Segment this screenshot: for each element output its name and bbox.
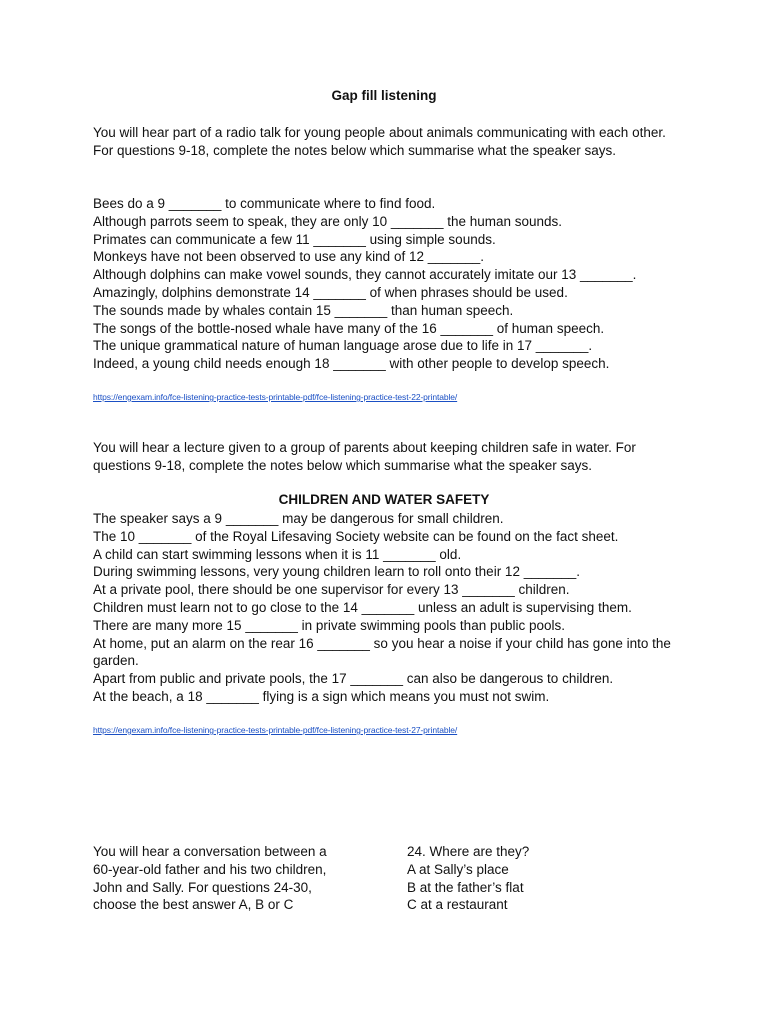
gap-line: Bees do a 9 _______ to communicate where to find food. <box>93 196 436 211</box>
section2-heading: CHILDREN AND WATER SAFETY <box>278 492 490 507</box>
section2-lines <box>93 510 678 706</box>
section1-lines <box>93 195 678 373</box>
instruction-line: John and Sally. For questions 24-30, <box>93 879 312 895</box>
gap-line: Children must learn not to go close to the 14 _______ unless an adult is supervising them. <box>93 599 632 615</box>
gap-line: There are many more 15 _______ in private swimming pools than public pools. <box>93 617 566 633</box>
gap-line: Apart from public and private pools, the 17 _______ can also be dangerous to children. <box>93 671 614 687</box>
gap-line: The sounds made by whales contain 15 _______ than human speech. <box>93 302 514 318</box>
instruction-line: choose the best answer A, B or C <box>93 897 294 913</box>
gap-line: The 10 _______ of the Royal Lifesaving Society website can be found on the fact sheet. <box>93 528 619 544</box>
gap-line: Amazingly, dolphins demonstrate 14 _______ of when phrases should be used. <box>93 284 568 300</box>
instruction-line: You will hear a conversation between a <box>93 844 327 859</box>
answer-option: C at a restaurant <box>407 897 508 913</box>
source-link-2[interactable]: https://engexam.info/fce-listening-practice-tests-printable-pdf/fce-listening-practice-test-27-printable/ <box>93 725 458 735</box>
gap-line: At home, put an alarm on the rear 16 _______ so you hear a noise if your child has gone into the garden. <box>93 635 671 669</box>
gap-line: Although dolphins can make vowel sounds, they cannot accurately imitate our 13 _______. <box>93 267 637 283</box>
gap-line: A child can start swimming lessons when it is 11 _______ old. <box>93 546 462 562</box>
answer-option: A at Sally’s place <box>407 861 509 877</box>
question-text: 24. Where are they? <box>407 844 530 859</box>
gap-line: During swimming lessons, very young children learn to roll onto their 12 _______. <box>93 564 581 580</box>
gap-line: Although parrots seem to speak, they are only 10 _______ the human sounds. <box>93 213 563 229</box>
source-link-1[interactable]: https://engexam.info/fce-listening-practice-tests-printable-pdf/fce-listening-practice-test-22-printable/ <box>93 392 458 402</box>
gap-line: At the beach, a 18 _______ flying is a sign which means you must not swim. <box>93 688 550 704</box>
gap-line: The songs of the bottle-nosed whale have many of the 16 _______ of human speech. <box>93 320 605 336</box>
answer-option: B at the father’s flat <box>407 879 524 895</box>
instruction-line: 60-year-old father and his two children, <box>93 861 327 877</box>
gap-line: At a private pool, there should be one supervisor for every 13 _______ children. <box>93 582 570 598</box>
question-24 <box>407 843 667 914</box>
gap-line: Primates can communicate a few 11 _______ using simple sounds. <box>93 231 496 247</box>
gap-line: Indeed, a young child needs enough 18 _______ with other people to develop speech. <box>93 356 610 372</box>
section1-intro: You will hear part of a radio talk for young people about animals communicating with each other. For questions 9-18, complete the notes below which summarise what the speaker says. <box>93 125 666 158</box>
gap-line: Monkeys have not been observed to use any kind of 12 _______. <box>93 249 485 265</box>
section3-instructions <box>93 843 383 914</box>
section2-intro: You will hear a lecture given to a group of parents about keeping children safe in water. For questions 9-18, complete the notes below which summarise what the speaker says. <box>93 440 636 473</box>
document-title: Gap fill listening <box>331 88 437 103</box>
gap-line: The unique grammatical nature of human language arose due to life in 17 _______. <box>93 338 593 354</box>
gap-line: The speaker says a 9 _______ may be dangerous for small children. <box>93 511 504 526</box>
